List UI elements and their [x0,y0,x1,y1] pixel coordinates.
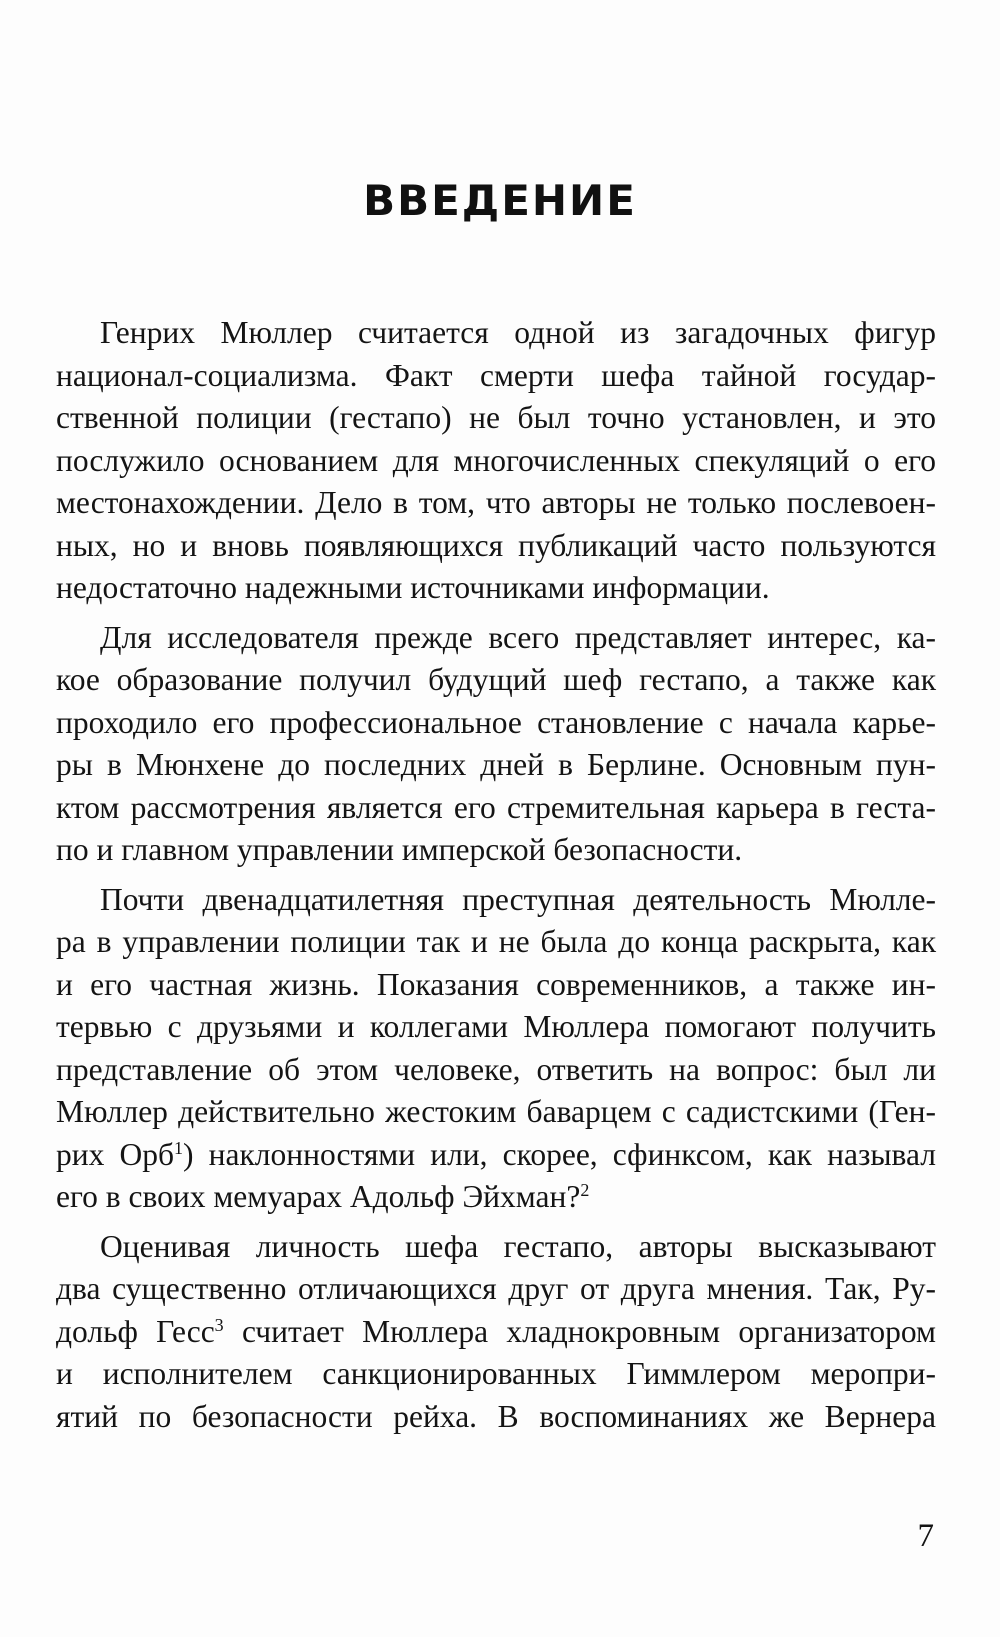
text-line: Оценивая личность шефа гестапо, авторы высказывают [100,1228,936,1264]
paragraph-1 [56,312,936,610]
text-line: Генрих Мюллер считается одной из загадочных фигур [100,315,936,350]
paragraph-4 [56,1226,936,1439]
text-line: проходило его профессиональное становление с начала карье- [56,704,936,740]
text-line: по и главном управлении имперской безопасности. [56,832,743,867]
text-line [56,1134,936,1177]
body-text [56,312,936,1438]
text-line: и исполнителем санкционированных Гиммлером меропри- [56,1356,936,1391]
text-line: Для исследователя прежде всего представляет интерес, ка- [100,619,936,655]
page-number: 7 [917,1518,934,1554]
text-line: Почти двенадцатилетняя преступная деятельность Мюлле- [100,881,936,917]
text-fragment: его в своих мемуарах Адольф Эйхман? [56,1179,581,1214]
text-fragment: считает Мюллера хладнокровным организатором [223,1313,936,1349]
text-line: ктом рассмотрения является его стремительная карьера в геста- [56,789,936,825]
paragraph-2 [56,617,936,872]
text-line [56,1311,936,1354]
text-line: недостаточно надежными источниками информации. [56,570,770,605]
text-line [56,1176,936,1219]
chapter-title: ВВЕДЕНИЕ [363,176,637,225]
text-line: и его частная жизнь. Показания современников, а также ин- [56,966,936,1002]
text-line: кое образование получил будущий шеф гестапо, а также как [56,662,936,697]
text-line: два существенно отличающихся друг от друга мнения. Так, Ру- [56,1271,936,1306]
text-line: представление об этом человеке, ответить на вопрос: был ли [56,1051,936,1087]
text-line: ры в Мюнхене до последних дней в Берлине. Основным пун- [56,747,936,782]
text-line: местонахождении. Дело в том, что авторы не только послевоен- [56,485,936,520]
text-fragment: дольф Гесс [56,1313,215,1349]
text-line: ных, но и вновь появляющихся публикаций часто пользуются [56,527,936,563]
text-line: ственной полиции (гестапо) не был точно установлен, и это [56,400,936,435]
text-fragment: ) наклонностями или, скорее, сфинксом, как называл [183,1136,936,1172]
text-line: ра в управлении полиции так и не была до конца раскрыта, как [56,924,936,959]
text-line: национал-социализма. Факт смерти шефа тайной государ- [56,357,936,393]
text-line: ятий по безопасности рейха. В воспоминаниях же Вернера [56,1398,936,1434]
footnote-marker: 3 [214,1314,224,1335]
footnote-marker: 2 [580,1180,590,1200]
text-line: послужило основанием для многочисленных спекуляций о его [56,442,936,478]
text-line: тервью с друзьями и коллегами Мюллера помогают получить [56,1009,936,1044]
footnote-marker: 1 [174,1137,184,1158]
paragraph-3 [56,879,936,1219]
text-line: Мюллер действительно жестоким баварцем с садистскими (Ген- [56,1094,936,1129]
text-fragment: рих Орб [56,1136,175,1172]
